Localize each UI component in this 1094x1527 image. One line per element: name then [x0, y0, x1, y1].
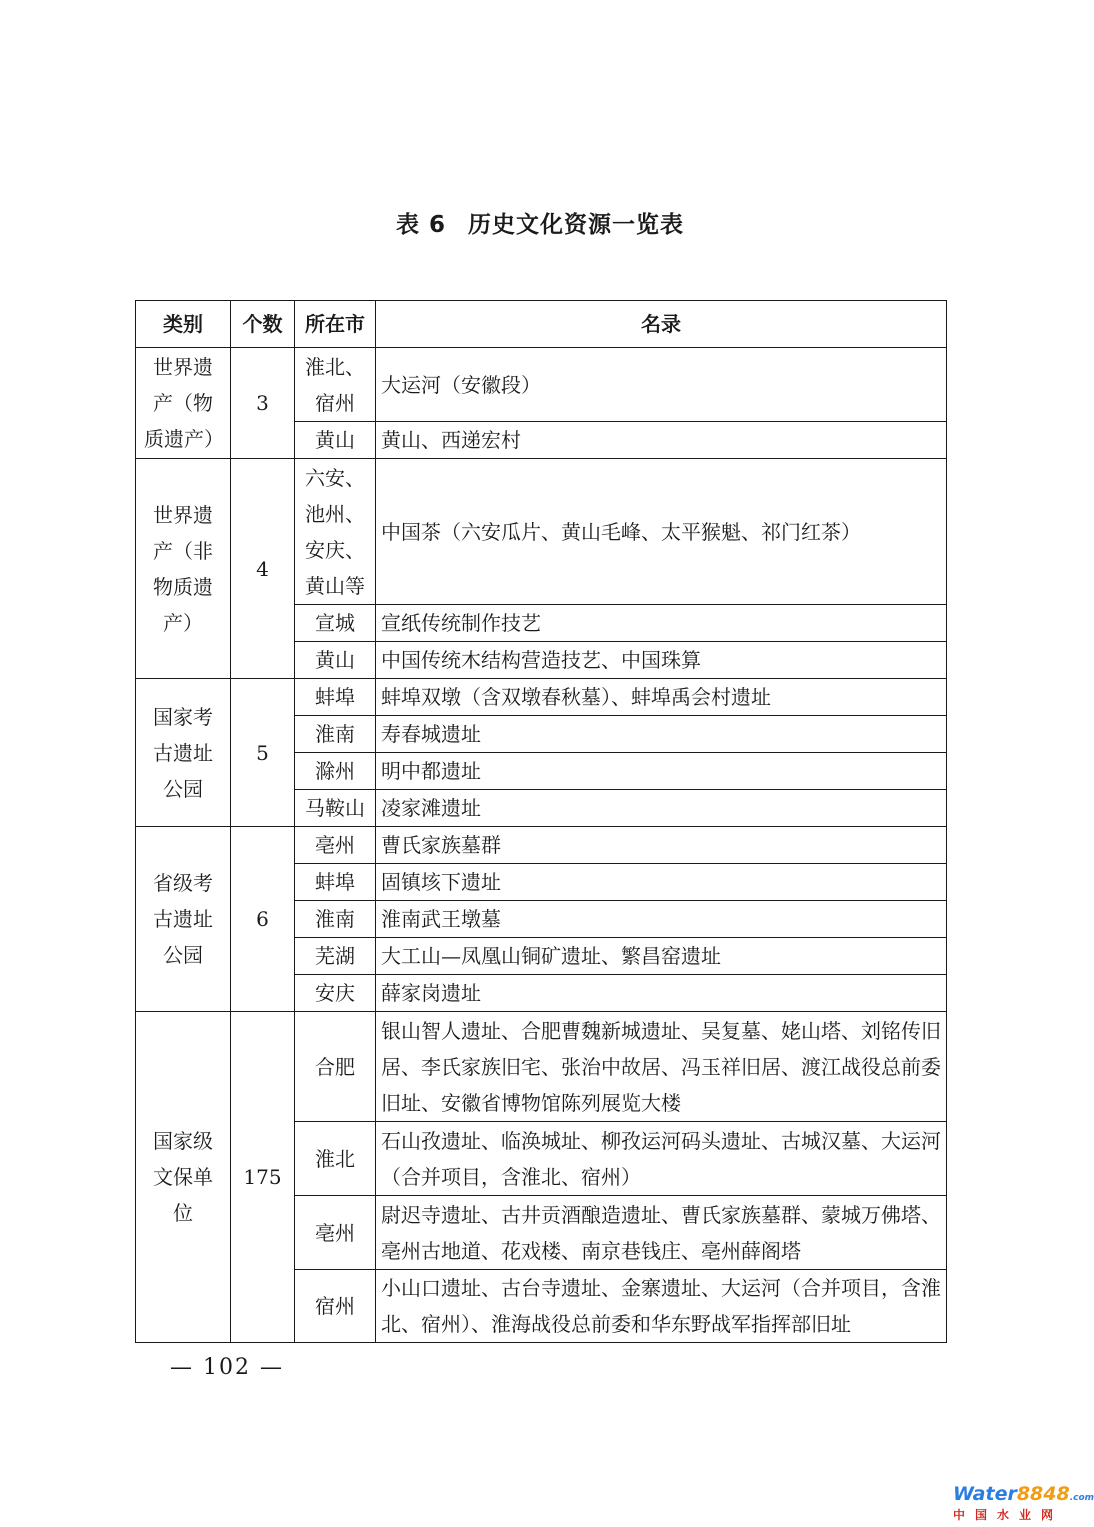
watermark-brand-c: .com — [1069, 1493, 1094, 1503]
header-names: 名录 — [376, 301, 947, 348]
names-cell: 大运河（安徽段） — [376, 348, 947, 422]
table-row — [136, 827, 947, 864]
table-title — [0, 206, 1080, 239]
city-cell: 亳州 — [295, 827, 376, 864]
names-cell: 薛家岗遗址 — [376, 975, 947, 1012]
city-cell: 淮北、宿州 — [295, 348, 376, 422]
names-cell: 黄山、西递宏村 — [376, 422, 947, 459]
city-cell: 马鞍山 — [295, 790, 376, 827]
watermark-sub: 中国水业网 — [953, 1508, 1064, 1522]
category-cell: 省级考古遗址公园 — [136, 827, 231, 1012]
names-cell: 中国传统木结构营造技艺、中国珠算 — [376, 642, 947, 679]
city-cell: 六安、池州、安庆、黄山等 — [295, 459, 376, 605]
header-category: 类别 — [136, 301, 231, 348]
count-cell: 4 — [231, 459, 295, 679]
city-cell: 宿州 — [295, 1270, 376, 1343]
category-cell: 世界遗产（物质遗产） — [136, 348, 231, 459]
city-cell: 淮南 — [295, 716, 376, 753]
city-cell: 滁州 — [295, 753, 376, 790]
city-cell: 亳州 — [295, 1196, 376, 1270]
table-title-text: 历史文化资源一览表 — [468, 212, 684, 238]
names-cell: 大工山—凤凰山铜矿遗址、繁昌窑遗址 — [376, 938, 947, 975]
count-cell: 3 — [231, 348, 295, 459]
watermark-brand-a: Water — [953, 1483, 1017, 1505]
city-cell: 淮南 — [295, 901, 376, 938]
names-cell: 淮南武王墩墓 — [376, 901, 947, 938]
names-cell: 石山孜遗址、临涣城址、柳孜运河码头遗址、古城汉墓、大运河（合并项目，含淮北、宿州） — [376, 1122, 947, 1196]
names-cell: 曹氏家族墓群 — [376, 827, 947, 864]
city-cell: 蚌埠 — [295, 679, 376, 716]
table-row — [136, 679, 947, 716]
city-cell: 宣城 — [295, 605, 376, 642]
names-cell: 中国茶（六安瓜片、黄山毛峰、太平猴魁、祁门红茶） — [376, 459, 947, 605]
names-cell: 明中都遗址 — [376, 753, 947, 790]
names-cell: 小山口遗址、古台寺遗址、金寨遗址、大运河（合并项目，含淮北、宿州）、淮海战役总前委和华东野战军指挥部旧址 — [376, 1270, 947, 1343]
table-body — [136, 348, 947, 1343]
count-cell: 6 — [231, 827, 295, 1012]
table-row — [136, 348, 947, 422]
names-cell: 宣纸传统制作技艺 — [376, 605, 947, 642]
city-cell: 安庆 — [295, 975, 376, 1012]
category-cell: 世界遗产（非物质遗产） — [136, 459, 231, 679]
city-cell: 淮北 — [295, 1122, 376, 1196]
count-cell: 5 — [231, 679, 295, 827]
names-cell: 尉迟寺遗址、古井贡酒酿造遗址、曹氏家族墓群、蒙城万佛塔、亳州古地道、花戏楼、南京巷钱庄、亳州薛阁塔 — [376, 1196, 947, 1270]
category-cell: 国家级文保单位 — [136, 1012, 231, 1343]
city-cell: 芜湖 — [295, 938, 376, 975]
names-cell: 凌家滩遗址 — [376, 790, 947, 827]
city-cell: 黄山 — [295, 642, 376, 679]
names-cell: 固镇垓下遗址 — [376, 864, 947, 901]
page-number: — 102 — — [170, 1355, 284, 1380]
names-cell: 银山智人遗址、合肥曹魏新城遗址、吴复墓、姥山塔、刘铭传旧居、李氏家族旧宅、张治中故居、冯玉祥旧居、渡江战役总前委旧址、安徽省博物馆陈列展览大楼 — [376, 1012, 947, 1122]
heritage-table — [135, 300, 947, 1343]
names-cell: 蚌埠双墩（含双墩春秋墓）、蚌埠禹会村遗址 — [376, 679, 947, 716]
table-row — [136, 459, 947, 605]
count-cell: 175 — [231, 1012, 295, 1343]
city-cell: 合肥 — [295, 1012, 376, 1122]
header-city: 所在市 — [295, 301, 376, 348]
city-cell: 黄山 — [295, 422, 376, 459]
header-count: 个数 — [231, 301, 295, 348]
city-cell: 蚌埠 — [295, 864, 376, 901]
header-row — [136, 301, 947, 348]
category-cell: 国家考古遗址公园 — [136, 679, 231, 827]
watermark-logo — [953, 1483, 1094, 1523]
table-number: 表 6 — [395, 212, 446, 238]
names-cell: 寿春城遗址 — [376, 716, 947, 753]
table-row — [136, 1012, 947, 1122]
watermark-brand-b: 8848 — [1016, 1483, 1070, 1505]
